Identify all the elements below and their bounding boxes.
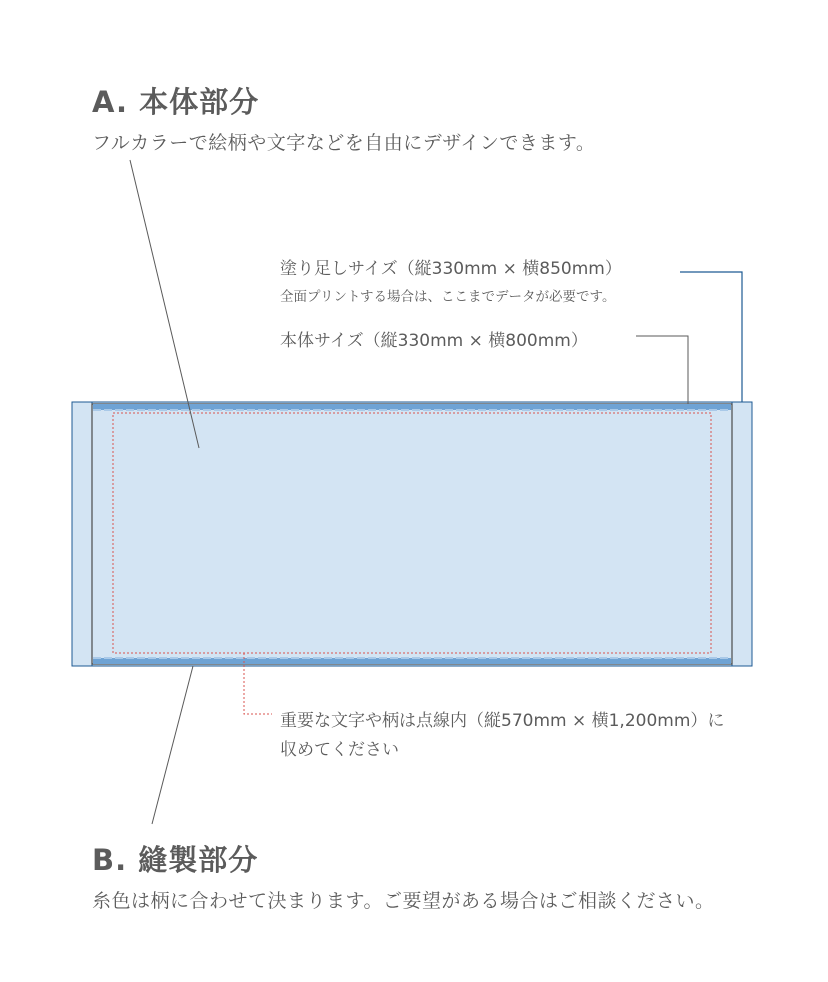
section-b-leader	[152, 666, 193, 824]
body-size-leader	[636, 336, 688, 404]
left-seam-panel	[72, 402, 92, 666]
section-b-description: 糸色は柄に合わせて決まります。ご要望がある場合はご相談ください。	[92, 890, 715, 912]
body-area	[92, 404, 732, 664]
bleed-size-note: 全面プリントする場合は、ここまでデータが必要です。	[280, 289, 616, 305]
safe-area-line1: 重要な文字や柄は点線内（縦570mm × 横1,200mm）に	[280, 711, 725, 731]
section-a-description: フルカラーで絵柄や文字などを自由にデザインできます。	[92, 132, 596, 154]
body-size-label: 本体サイズ（縦330mm × 横800mm）	[280, 331, 588, 351]
section-a-title: A. 本体部分	[92, 85, 260, 119]
section-b-title: B. 縫製部分	[92, 843, 259, 877]
right-seam-panel	[732, 402, 752, 666]
bleed-leader	[680, 272, 742, 402]
bleed-size-label: 塗り足しサイズ（縦330mm × 横850mm）	[280, 259, 622, 279]
safe-area-line2: 収めてください	[280, 740, 399, 760]
